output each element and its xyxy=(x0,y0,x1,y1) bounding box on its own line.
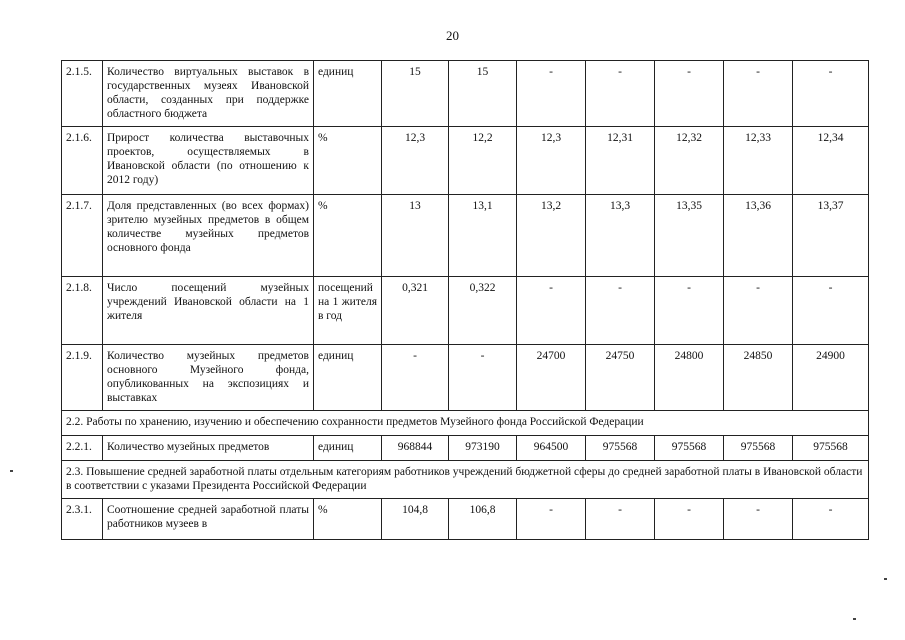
value-cell: 24750 xyxy=(586,345,655,411)
unit: единиц xyxy=(314,345,382,411)
indicator-name: Количество виртуальных выставок в государственных музеях Ивановской области, созданных при поддержке областного бюджета xyxy=(103,61,314,127)
value-cell: 13,37 xyxy=(793,195,869,277)
table-row xyxy=(62,345,869,411)
value-cell: 975568 xyxy=(724,436,793,461)
value-cell: - xyxy=(655,499,724,540)
value-cell: - xyxy=(586,499,655,540)
value-cell: - xyxy=(382,345,449,411)
value-cell: 964500 xyxy=(517,436,586,461)
value-cell: - xyxy=(793,61,869,127)
scan-speck xyxy=(884,578,887,580)
value-cell: 13 xyxy=(382,195,449,277)
value-cell: 12,33 xyxy=(724,127,793,195)
value-cell: 0,321 xyxy=(382,277,449,345)
indicator-name: Доля представленных (во всех формах) зрителю музейных предметов в общем количестве музейных предметов основного фонда xyxy=(103,195,314,277)
value-cell: 24900 xyxy=(793,345,869,411)
value-cell: 13,35 xyxy=(655,195,724,277)
value-cell: - xyxy=(724,61,793,127)
unit: % xyxy=(314,499,382,540)
section-row xyxy=(62,411,869,436)
value-cell: - xyxy=(655,277,724,345)
section-row xyxy=(62,461,869,499)
value-cell: 15 xyxy=(449,61,517,127)
row-number: 2.3.1. xyxy=(62,499,103,540)
row-number: 2.1.8. xyxy=(62,277,103,345)
table-row xyxy=(62,61,869,127)
value-cell: 968844 xyxy=(382,436,449,461)
value-cell: - xyxy=(517,61,586,127)
value-cell: 13,2 xyxy=(517,195,586,277)
value-cell: 12,2 xyxy=(449,127,517,195)
value-cell: 13,3 xyxy=(586,195,655,277)
value-cell: 975568 xyxy=(793,436,869,461)
indicator-name: Количество музейных предметов xyxy=(103,436,314,461)
value-cell: 12,31 xyxy=(586,127,655,195)
value-cell: - xyxy=(517,277,586,345)
table-row xyxy=(62,436,869,461)
value-cell: 12,34 xyxy=(793,127,869,195)
value-cell: 106,8 xyxy=(449,499,517,540)
value-cell: 973190 xyxy=(449,436,517,461)
page-number: 20 xyxy=(446,28,459,43)
value-cell: - xyxy=(793,277,869,345)
value-cell: 24800 xyxy=(655,345,724,411)
value-cell: - xyxy=(655,61,724,127)
indicator-name: Количество музейных предметов основного Музейного фонда, опубликованных на экспозициях и выставках xyxy=(103,345,314,411)
value-cell: 12,32 xyxy=(655,127,724,195)
unit: посещений на 1 жителя в год xyxy=(314,277,382,345)
value-cell: - xyxy=(586,277,655,345)
value-cell: - xyxy=(517,499,586,540)
table-row xyxy=(62,195,869,277)
row-number: 2.1.5. xyxy=(62,61,103,127)
value-cell: - xyxy=(449,345,517,411)
section-heading-2-2: 2.2. Работы по хранению, изучению и обеспечению сохранности предметов Музейного фонда Российской Федерации xyxy=(62,411,869,436)
section-heading-2-3: 2.3. Повышение средней заработной платы отдельным категориям работников учреждений бюджетной сферы до средней заработной платы в Ивановской области в соответствии с указами Президента Российской Федерации xyxy=(62,461,869,499)
table-row xyxy=(62,277,869,345)
unit: единиц xyxy=(314,61,382,127)
table-row xyxy=(62,499,869,540)
table-row xyxy=(62,127,869,195)
unit: единиц xyxy=(314,436,382,461)
value-cell: 104,8 xyxy=(382,499,449,540)
value-cell: 975568 xyxy=(586,436,655,461)
value-cell: 24700 xyxy=(517,345,586,411)
row-number: 2.1.7. xyxy=(62,195,103,277)
value-cell: - xyxy=(793,499,869,540)
value-cell: 24850 xyxy=(724,345,793,411)
scan-speck xyxy=(10,470,13,472)
value-cell: 12,3 xyxy=(382,127,449,195)
row-number: 2.1.6. xyxy=(62,127,103,195)
unit: % xyxy=(314,195,382,277)
value-cell: 13,1 xyxy=(449,195,517,277)
value-cell: - xyxy=(724,277,793,345)
value-cell: 15 xyxy=(382,61,449,127)
row-number: 2.2.1. xyxy=(62,436,103,461)
value-cell: 13,36 xyxy=(724,195,793,277)
row-number: 2.1.9. xyxy=(62,345,103,411)
indicator-name: Соотношение средней заработной платы работников музеев в xyxy=(103,499,314,540)
indicators-table xyxy=(61,60,869,540)
scan-speck xyxy=(853,618,856,620)
value-cell: 975568 xyxy=(655,436,724,461)
indicator-name: Прирост количества выставочных проектов, осуществляемых в Ивановской области (по отношению к 2012 году) xyxy=(103,127,314,195)
indicator-name: Число посещений музейных учреждений Ивановской области на 1 жителя xyxy=(103,277,314,345)
value-cell: 0,322 xyxy=(449,277,517,345)
value-cell: 12,3 xyxy=(517,127,586,195)
value-cell: - xyxy=(724,499,793,540)
unit: % xyxy=(314,127,382,195)
value-cell: - xyxy=(586,61,655,127)
